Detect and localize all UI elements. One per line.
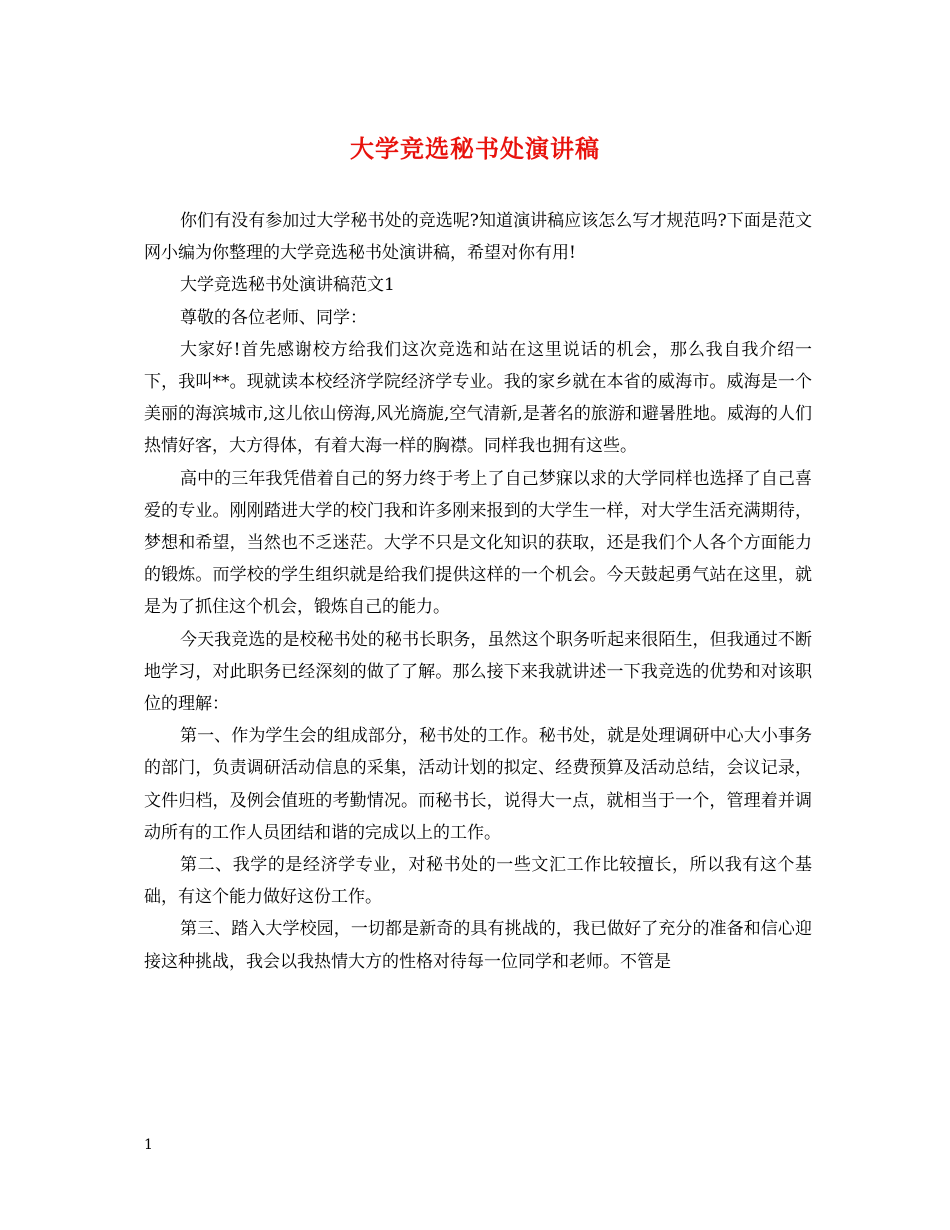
page-number: 1 (144, 1137, 153, 1153)
document-title: 大学竞选秘书处演讲稿 (350, 134, 600, 163)
paragraph-point-two: 第二、我学的是经济学专业，对秘书处的一些文汇工作比较擅长，所以我有这个基础，有这个能力做好这份工作。 (144, 855, 812, 908)
paragraph-self-introduction: 大家好!首先感谢校方给我们这次竞选和站在这里说话的机会，那么我自我介绍一下，我叫**。现就读本校经济学院经济学专业。我的家乡就在本省的威海市。威海是一个美丽的海滨城市,这儿依山傍海,风光旖旎,空气清新,是著名的旅游和避暑胜地。威海的人们热情好客，大方得体，有着大海一样的胸襟。同样我也拥有这些。 (144, 339, 812, 457)
paragraph-sample-heading: 大学竞选秘书处演讲稿范文1 (180, 275, 395, 296)
paragraph-point-three: 第三、踏入大学校园，一切都是新奇的具有挑战的，我已做好了充分的准备和信心迎接这种挑战，我会以我热情大方的性格对待每一位同学和老师。不管是 (144, 919, 812, 972)
paragraph-high-school: 高中的三年我凭借着自己的努力终于考上了自己梦寐以求的大学同样也选择了自己喜爱的专业。刚刚踏进大学的校门我和许多刚来报到的大学生一样，对大学生活充满期待，梦想和希望，当然也不乏迷茫。大学不只是文化知识的获取，还是我们个人各个方面能力的锻炼。而学校的学生组织就是给我们提供这样的一个机会。今天鼓起勇气站在这里，就是为了抓住这个机会，锻炼自己的能力。 (144, 468, 812, 618)
paragraph-salutation: 尊敬的各位老师、同学： (180, 307, 367, 328)
paragraph-intro: 你们有没有参加过大学秘书处的竞选呢?知道演讲稿应该怎么写才规范吗?下面是范文网小编为你整理的大学竞选秘书处演讲稿，希望对你有用! (144, 211, 812, 264)
paragraph-position: 今天我竞选的是校秘书处的秘书长职务，虽然这个职务听起来很陌生，但我通过不断地学习，对此职务已经深刻的做了了解。那么接下来我就讲述一下我竞选的优势和对该职位的理解： (144, 629, 812, 715)
paragraph-point-one: 第一、作为学生会的组成部分，秘书处的工作。秘书处，就是处理调研中心大小事务的部门，负责调研活动信息的采集，活动计划的拟定、经费预算及活动总结，会议记录，文件归档，及例会值班的考勤情况。而秘书长，说得大一点，就相当于一个，管理着并调动所有的工作人员团结和谐的完成以上的工作。 (144, 726, 812, 843)
document-body (144, 205, 812, 978)
